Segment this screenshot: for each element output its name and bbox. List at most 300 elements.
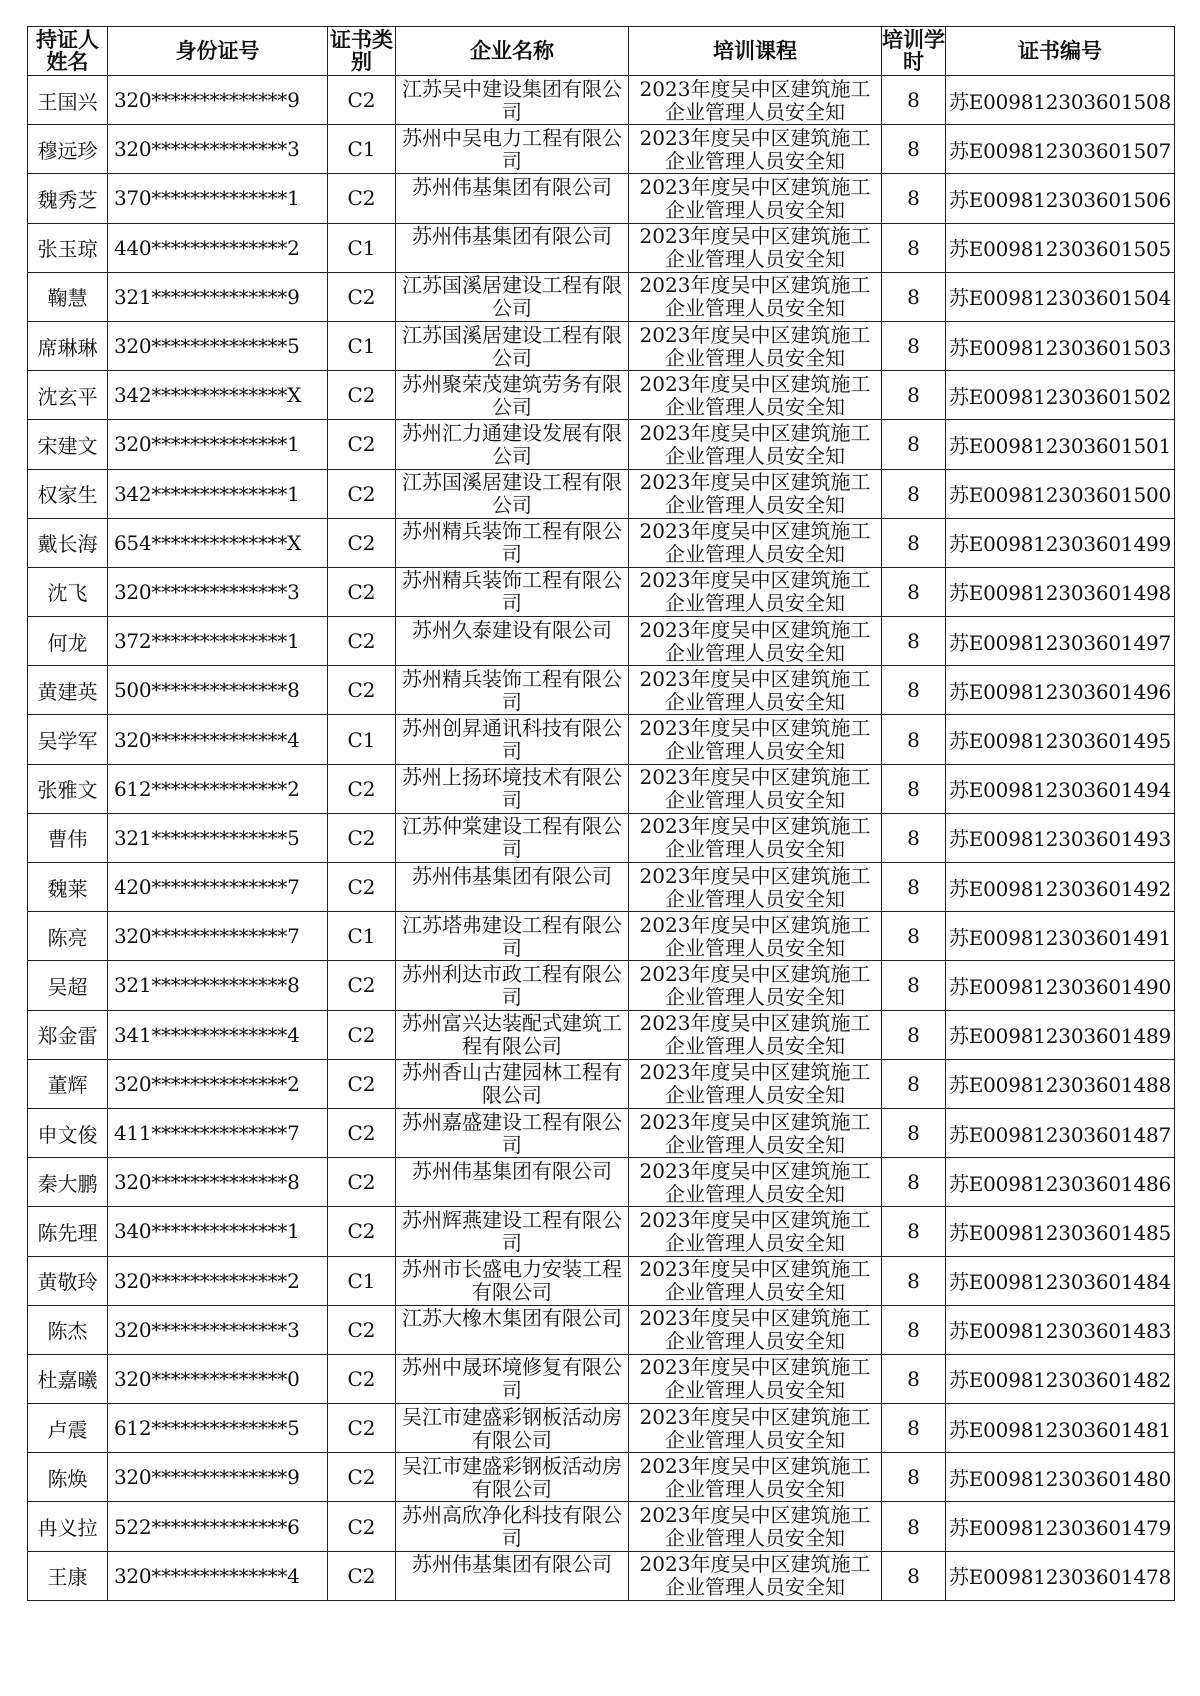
cert-number-cell: 苏E009812303601504	[946, 272, 1175, 321]
course-cell	[629, 321, 882, 370]
id-number-cell: 654**************X	[108, 518, 328, 567]
cert-type-cell: C1	[328, 1256, 396, 1305]
company-cell	[396, 1551, 629, 1600]
cert-number-cell: 苏E009812303601488	[946, 1059, 1175, 1108]
course-cell	[629, 272, 882, 321]
cert-type-cell: C2	[328, 666, 396, 715]
course-cell	[629, 764, 882, 813]
company-cell-text: 江苏国溪居建设工程有限公司	[402, 470, 622, 518]
table-row	[28, 1404, 1175, 1453]
cert-number-cell: 苏E009812303601487	[946, 1108, 1175, 1157]
company-cell	[396, 764, 629, 813]
cert-number-cell: 苏E009812303601505	[946, 223, 1175, 272]
cert-type-cell: C2	[328, 1059, 396, 1108]
company-cell	[396, 1207, 629, 1256]
table-row	[28, 125, 1175, 174]
course-cell	[629, 371, 882, 420]
cert-number-cell: 苏E009812303601503	[946, 321, 1175, 370]
cert-number-cell: 苏E009812303601507	[946, 125, 1175, 174]
course-cell-text: 2023年度吴中区建筑施工企业管理人员安全知	[639, 814, 871, 862]
holder-name-cell: 戴长海	[28, 518, 108, 567]
course-cell	[629, 813, 882, 862]
cert-type-cell: C2	[328, 863, 396, 912]
hours-cell: 8	[882, 125, 946, 174]
cert-type-cell: C2	[328, 371, 396, 420]
id-number-cell: 522**************6	[108, 1502, 328, 1551]
cert-number-cell: 苏E009812303601491	[946, 912, 1175, 961]
cert-number-cell: 苏E009812303601484	[946, 1256, 1175, 1305]
holder-name-cell: 魏莱	[28, 863, 108, 912]
course-cell	[629, 125, 882, 174]
cert-number-cell: 苏E009812303601493	[946, 813, 1175, 862]
table-row	[28, 1502, 1175, 1551]
company-cell-text: 苏州伟基集团有限公司	[412, 224, 612, 249]
id-number-cell: 320**************1	[108, 420, 328, 469]
company-cell	[396, 1010, 629, 1059]
cert-number-cell: 苏E009812303601483	[946, 1305, 1175, 1354]
table-row	[28, 1551, 1175, 1600]
table-row	[28, 715, 1175, 764]
company-cell-text: 苏州伟基集团有限公司	[412, 1158, 612, 1183]
table-row	[28, 1059, 1175, 1108]
cert-type-cell: C2	[328, 272, 396, 321]
holder-name-cell: 秦大鹏	[28, 1158, 108, 1207]
hours-cell: 8	[882, 666, 946, 715]
table-row	[28, 321, 1175, 370]
holder-name-cell: 沈玄平	[28, 371, 108, 420]
holder-name-cell: 吴超	[28, 961, 108, 1010]
table-row	[28, 174, 1175, 223]
cert-type-cell: C1	[328, 715, 396, 764]
company-cell	[396, 272, 629, 321]
course-cell	[629, 1256, 882, 1305]
id-number-cell: 612**************2	[108, 764, 328, 813]
course-cell	[629, 469, 882, 518]
cert-type-cell: C2	[328, 174, 396, 223]
hours-cell: 8	[882, 174, 946, 223]
holder-name-cell: 董辉	[28, 1059, 108, 1108]
id-number-cell: 341**************4	[108, 1010, 328, 1059]
cert-type-cell: C2	[328, 1305, 396, 1354]
table-row	[28, 1108, 1175, 1157]
hours-cell: 8	[882, 1108, 946, 1157]
course-cell-text: 2023年度吴中区建筑施工企业管理人员安全知	[639, 1453, 871, 1501]
course-cell-text: 2023年度吴中区建筑施工企业管理人员安全知	[639, 1552, 871, 1600]
course-cell	[629, 1453, 882, 1502]
hours-cell: 8	[882, 272, 946, 321]
company-cell	[396, 912, 629, 961]
cert-type-cell: C1	[328, 125, 396, 174]
holder-name-cell: 陈焕	[28, 1453, 108, 1502]
id-number-cell: 321**************5	[108, 813, 328, 862]
course-cell-text: 2023年度吴中区建筑施工企业管理人员安全知	[639, 666, 871, 714]
hours-cell: 8	[882, 1305, 946, 1354]
cert-number-cell: 苏E009812303601494	[946, 764, 1175, 813]
id-number-cell: 320**************8	[108, 1158, 328, 1207]
id-number-cell: 320**************9	[108, 76, 328, 125]
holder-name-cell: 冉义拉	[28, 1502, 108, 1551]
course-cell	[629, 1059, 882, 1108]
course-cell-text: 2023年度吴中区建筑施工企业管理人员安全知	[639, 420, 871, 468]
hours-cell: 8	[882, 617, 946, 666]
holder-name-cell: 卢震	[28, 1404, 108, 1453]
company-cell-text: 苏州伟基集团有限公司	[412, 863, 612, 888]
course-cell-text: 2023年度吴中区建筑施工企业管理人员安全知	[639, 470, 871, 518]
company-cell-text: 江苏国溪居建设工程有限公司	[402, 273, 622, 321]
company-cell	[396, 1354, 629, 1403]
course-cell	[629, 1010, 882, 1059]
cert-number-cell: 苏E009812303601498	[946, 567, 1175, 616]
company-cell-text: 江苏大橡木集团有限公司	[402, 1306, 622, 1331]
cert-number-cell: 苏E009812303601501	[946, 420, 1175, 469]
company-cell-text: 苏州香山古建园林工程有限公司	[402, 1060, 622, 1108]
course-cell	[629, 1502, 882, 1551]
header-cert-type: 证书类别	[328, 27, 396, 76]
table-row	[28, 813, 1175, 862]
cert-number-cell: 苏E009812303601479	[946, 1502, 1175, 1551]
cert-number-cell: 苏E009812303601500	[946, 469, 1175, 518]
cert-number-cell: 苏E009812303601480	[946, 1453, 1175, 1502]
course-cell-text: 2023年度吴中区建筑施工企业管理人员安全知	[639, 174, 871, 222]
course-cell	[629, 715, 882, 764]
cert-type-cell: C2	[328, 1453, 396, 1502]
course-cell	[629, 1305, 882, 1354]
header-holder-name: 持证人姓名	[28, 27, 108, 76]
table-row	[28, 1354, 1175, 1403]
id-number-cell: 320**************4	[108, 1551, 328, 1600]
course-cell-text: 2023年度吴中区建筑施工企业管理人员安全知	[639, 1011, 871, 1059]
id-number-cell: 320**************9	[108, 1453, 328, 1502]
course-cell	[629, 1551, 882, 1600]
course-cell	[629, 76, 882, 125]
table-row	[28, 666, 1175, 715]
hours-cell: 8	[882, 1256, 946, 1305]
id-number-cell: 321**************9	[108, 272, 328, 321]
company-cell-text: 苏州辉燕建设工程有限公司	[402, 1207, 622, 1255]
company-cell-text: 苏州精兵装饰工程有限公司	[402, 568, 622, 616]
table-row	[28, 1158, 1175, 1207]
cert-number-cell: 苏E009812303601492	[946, 863, 1175, 912]
cert-type-cell: C2	[328, 76, 396, 125]
hours-cell: 8	[882, 1354, 946, 1403]
holder-name-cell: 陈杰	[28, 1305, 108, 1354]
holder-name-cell: 席琳琳	[28, 321, 108, 370]
course-cell-text: 2023年度吴中区建筑施工企业管理人员安全知	[639, 617, 871, 665]
course-cell-text: 2023年度吴中区建筑施工企业管理人员安全知	[639, 568, 871, 616]
id-number-cell: 320**************2	[108, 1256, 328, 1305]
cert-type-cell: C1	[328, 223, 396, 272]
course-cell	[629, 1108, 882, 1157]
holder-name-cell: 曹伟	[28, 813, 108, 862]
course-cell-text: 2023年度吴中区建筑施工企业管理人员安全知	[639, 1306, 871, 1354]
table-row	[28, 567, 1175, 616]
company-cell	[396, 223, 629, 272]
company-cell-text: 苏州市长盛电力安装工程有限公司	[402, 1257, 622, 1305]
company-cell-text: 苏州上扬环境技术有限公司	[402, 765, 622, 813]
id-number-cell: 612**************5	[108, 1404, 328, 1453]
hours-cell: 8	[882, 1551, 946, 1600]
id-number-cell: 440**************2	[108, 223, 328, 272]
cert-type-cell: C2	[328, 1354, 396, 1403]
cert-number-cell: 苏E009812303601508	[946, 76, 1175, 125]
hours-cell: 8	[882, 1059, 946, 1108]
course-cell	[629, 223, 882, 272]
company-cell-text: 苏州中吴电力工程有限公司	[402, 125, 622, 173]
cert-type-cell: C2	[328, 813, 396, 862]
cert-number-cell: 苏E009812303601478	[946, 1551, 1175, 1600]
course-cell-text: 2023年度吴中区建筑施工企业管理人员安全知	[639, 1503, 871, 1551]
course-cell	[629, 518, 882, 567]
id-number-cell: 500**************8	[108, 666, 328, 715]
hours-cell: 8	[882, 813, 946, 862]
course-cell-text: 2023年度吴中区建筑施工企业管理人员安全知	[639, 863, 871, 911]
cert-type-cell: C2	[328, 1404, 396, 1453]
hours-cell: 8	[882, 567, 946, 616]
company-cell	[396, 1059, 629, 1108]
holder-name-cell: 黄建英	[28, 666, 108, 715]
id-number-cell: 372**************1	[108, 617, 328, 666]
cert-type-cell: C2	[328, 469, 396, 518]
course-cell-text: 2023年度吴中区建筑施工企业管理人员安全知	[639, 125, 871, 173]
company-cell	[396, 813, 629, 862]
course-cell-text: 2023年度吴中区建筑施工企业管理人员安全知	[639, 1207, 871, 1255]
course-cell-text: 2023年度吴中区建筑施工企业管理人员安全知	[639, 765, 871, 813]
cert-number-cell: 苏E009812303601506	[946, 174, 1175, 223]
company-cell	[396, 1502, 629, 1551]
header-hours: 培训学时	[882, 28, 945, 74]
id-number-cell: 340**************1	[108, 1207, 328, 1256]
table-row	[28, 764, 1175, 813]
id-number-cell: 320**************5	[108, 321, 328, 370]
cert-type-cell: C2	[328, 1158, 396, 1207]
company-cell-text: 吴江市建盛彩钢板活动房有限公司	[402, 1453, 622, 1501]
holder-name-cell: 张雅文	[28, 764, 108, 813]
table-row	[28, 961, 1175, 1010]
table-row	[28, 420, 1175, 469]
table-row	[28, 912, 1175, 961]
company-cell	[396, 961, 629, 1010]
cert-type-cell: C2	[328, 1207, 396, 1256]
hours-cell: 8	[882, 76, 946, 125]
holder-name-cell: 沈飞	[28, 567, 108, 616]
table-row	[28, 1207, 1175, 1256]
hours-cell: 8	[882, 420, 946, 469]
table-row	[28, 371, 1175, 420]
course-cell-text: 2023年度吴中区建筑施工企业管理人员安全知	[639, 371, 871, 419]
course-cell	[629, 420, 882, 469]
table-body	[28, 76, 1175, 1601]
holder-name-cell: 宋建文	[28, 420, 108, 469]
company-cell	[396, 1158, 629, 1207]
hours-cell: 8	[882, 223, 946, 272]
holder-name-cell: 黄敬玲	[28, 1256, 108, 1305]
course-cell-text: 2023年度吴中区建筑施工企业管理人员安全知	[639, 912, 871, 960]
cert-type-cell: C2	[328, 420, 396, 469]
company-cell	[396, 1404, 629, 1453]
company-cell-text: 江苏塔弗建设工程有限公司	[402, 912, 622, 960]
holder-name-cell: 陈亮	[28, 912, 108, 961]
company-cell	[396, 1256, 629, 1305]
company-cell	[396, 469, 629, 518]
holder-name-cell: 郑金雷	[28, 1010, 108, 1059]
company-cell	[396, 1305, 629, 1354]
course-cell	[629, 1404, 882, 1453]
company-cell	[396, 420, 629, 469]
cert-number-cell: 苏E009812303601482	[946, 1354, 1175, 1403]
header-cert-number: 证书编号	[946, 27, 1175, 76]
id-number-cell: 342**************1	[108, 469, 328, 518]
hours-cell: 8	[882, 518, 946, 567]
holder-name-cell: 陈先理	[28, 1207, 108, 1256]
cert-type-cell: C2	[328, 518, 396, 567]
holder-name-cell: 张玉琼	[28, 223, 108, 272]
hours-cell: 8	[882, 321, 946, 370]
company-cell	[396, 666, 629, 715]
cert-number-cell: 苏E009812303601489	[946, 1010, 1175, 1059]
course-cell	[629, 666, 882, 715]
holder-name-cell: 鞠慧	[28, 272, 108, 321]
company-cell	[396, 1108, 629, 1157]
company-cell	[396, 715, 629, 764]
id-number-cell: 321**************8	[108, 961, 328, 1010]
table-row	[28, 1453, 1175, 1502]
hours-cell: 8	[882, 1404, 946, 1453]
id-number-cell: 320**************7	[108, 912, 328, 961]
course-cell-text: 2023年度吴中区建筑施工企业管理人员安全知	[639, 1404, 871, 1452]
holder-name-cell: 杜嘉曦	[28, 1354, 108, 1403]
hours-cell: 8	[882, 1502, 946, 1551]
company-cell-text: 苏州利达市政工程有限公司	[402, 961, 622, 1009]
id-number-cell: 320**************3	[108, 1305, 328, 1354]
cert-number-cell: 苏E009812303601490	[946, 961, 1175, 1010]
hours-cell: 8	[882, 1207, 946, 1256]
company-cell-text: 江苏国溪居建设工程有限公司	[402, 322, 622, 370]
cert-number-cell: 苏E009812303601481	[946, 1404, 1175, 1453]
company-cell-text: 苏州高欣净化科技有限公司	[402, 1503, 622, 1551]
company-cell-text: 江苏仲棠建设工程有限公司	[402, 814, 622, 862]
company-cell-text: 苏州伟基集团有限公司	[412, 174, 612, 199]
table-row	[28, 863, 1175, 912]
header-company: 企业名称	[396, 27, 629, 76]
cert-type-cell: C2	[328, 1502, 396, 1551]
cert-number-cell: 苏E009812303601485	[946, 1207, 1175, 1256]
holder-name-cell: 王康	[28, 1551, 108, 1600]
hours-cell: 8	[882, 715, 946, 764]
course-cell	[629, 1354, 882, 1403]
holder-name-cell: 申文俊	[28, 1108, 108, 1157]
course-cell-text: 2023年度吴中区建筑施工企业管理人员安全知	[639, 1060, 871, 1108]
table-row	[28, 617, 1175, 666]
course-cell-text: 2023年度吴中区建筑施工企业管理人员安全知	[639, 1355, 871, 1403]
id-number-cell: 342**************X	[108, 371, 328, 420]
id-number-cell: 420**************7	[108, 863, 328, 912]
cert-number-cell: 苏E009812303601486	[946, 1158, 1175, 1207]
company-cell-text: 苏州创昇通讯科技有限公司	[402, 716, 622, 764]
company-cell-text: 苏州精兵装饰工程有限公司	[402, 519, 622, 567]
holder-name-cell: 王国兴	[28, 76, 108, 125]
table-row	[28, 1010, 1175, 1059]
holder-name-cell: 穆远珍	[28, 125, 108, 174]
cert-type-cell: C2	[328, 617, 396, 666]
course-cell-text: 2023年度吴中区建筑施工企业管理人员安全知	[639, 273, 871, 321]
id-number-cell: 320**************0	[108, 1354, 328, 1403]
table-row	[28, 518, 1175, 567]
company-cell	[396, 125, 629, 174]
course-cell	[629, 961, 882, 1010]
table-row	[28, 1256, 1175, 1305]
course-cell	[629, 174, 882, 223]
hours-cell: 8	[882, 469, 946, 518]
cert-number-cell: 苏E009812303601502	[946, 371, 1175, 420]
company-cell	[396, 321, 629, 370]
id-number-cell: 320**************4	[108, 715, 328, 764]
course-cell	[629, 567, 882, 616]
company-cell-text: 苏州中晟环境修复有限公司	[402, 1355, 622, 1403]
cert-type-cell: C1	[328, 912, 396, 961]
company-cell	[396, 863, 629, 912]
table-row	[28, 469, 1175, 518]
course-cell-text: 2023年度吴中区建筑施工企业管理人员安全知	[639, 519, 871, 567]
id-number-cell: 320**************3	[108, 567, 328, 616]
id-number-cell: 411**************7	[108, 1108, 328, 1157]
course-cell	[629, 1158, 882, 1207]
cert-type-cell: C2	[328, 567, 396, 616]
company-cell	[396, 76, 629, 125]
company-cell-text: 苏州富兴达装配式建筑工程有限公司	[402, 1011, 622, 1059]
certificate-table	[27, 26, 1175, 1601]
cert-type-cell: C2	[328, 1010, 396, 1059]
cert-number-cell: 苏E009812303601496	[946, 666, 1175, 715]
course-cell-text: 2023年度吴中区建筑施工企业管理人员安全知	[639, 76, 871, 124]
holder-name-cell: 何龙	[28, 617, 108, 666]
course-cell-text: 2023年度吴中区建筑施工企业管理人员安全知	[639, 224, 871, 272]
company-cell-text: 苏州精兵装饰工程有限公司	[402, 666, 622, 714]
table-row	[28, 272, 1175, 321]
holder-name-cell: 魏秀芝	[28, 174, 108, 223]
table-header-row	[28, 27, 1175, 76]
cert-type-cell: C2	[328, 961, 396, 1010]
course-cell	[629, 617, 882, 666]
cert-type-cell: C2	[328, 1108, 396, 1157]
cert-number-cell: 苏E009812303601499	[946, 518, 1175, 567]
course-cell-text: 2023年度吴中区建筑施工企业管理人员安全知	[639, 322, 871, 370]
hours-cell: 8	[882, 1010, 946, 1059]
hours-cell: 8	[882, 1158, 946, 1207]
course-cell-text: 2023年度吴中区建筑施工企业管理人员安全知	[639, 716, 871, 764]
hours-cell: 8	[882, 863, 946, 912]
course-cell	[629, 1207, 882, 1256]
company-cell	[396, 174, 629, 223]
hours-cell: 8	[882, 912, 946, 961]
course-cell-text: 2023年度吴中区建筑施工企业管理人员安全知	[639, 1109, 871, 1157]
id-number-cell: 370**************1	[108, 174, 328, 223]
company-cell-text: 苏州嘉盛建设工程有限公司	[402, 1109, 622, 1157]
id-number-cell: 320**************3	[108, 125, 328, 174]
header-course: 培训课程	[629, 27, 882, 76]
cert-number-cell: 苏E009812303601497	[946, 617, 1175, 666]
company-cell	[396, 617, 629, 666]
cert-type-cell: C2	[328, 764, 396, 813]
course-cell	[629, 863, 882, 912]
cert-type-cell: C1	[328, 321, 396, 370]
hours-cell: 8	[882, 764, 946, 813]
company-cell-text: 苏州久泰建设有限公司	[412, 617, 612, 642]
company-cell-text: 江苏吴中建设集团有限公司	[402, 76, 622, 124]
company-cell	[396, 1453, 629, 1502]
company-cell-text: 苏州汇力通建设发展有限公司	[402, 420, 622, 468]
id-number-cell: 320**************2	[108, 1059, 328, 1108]
course-cell-text: 2023年度吴中区建筑施工企业管理人员安全知	[639, 1158, 871, 1206]
